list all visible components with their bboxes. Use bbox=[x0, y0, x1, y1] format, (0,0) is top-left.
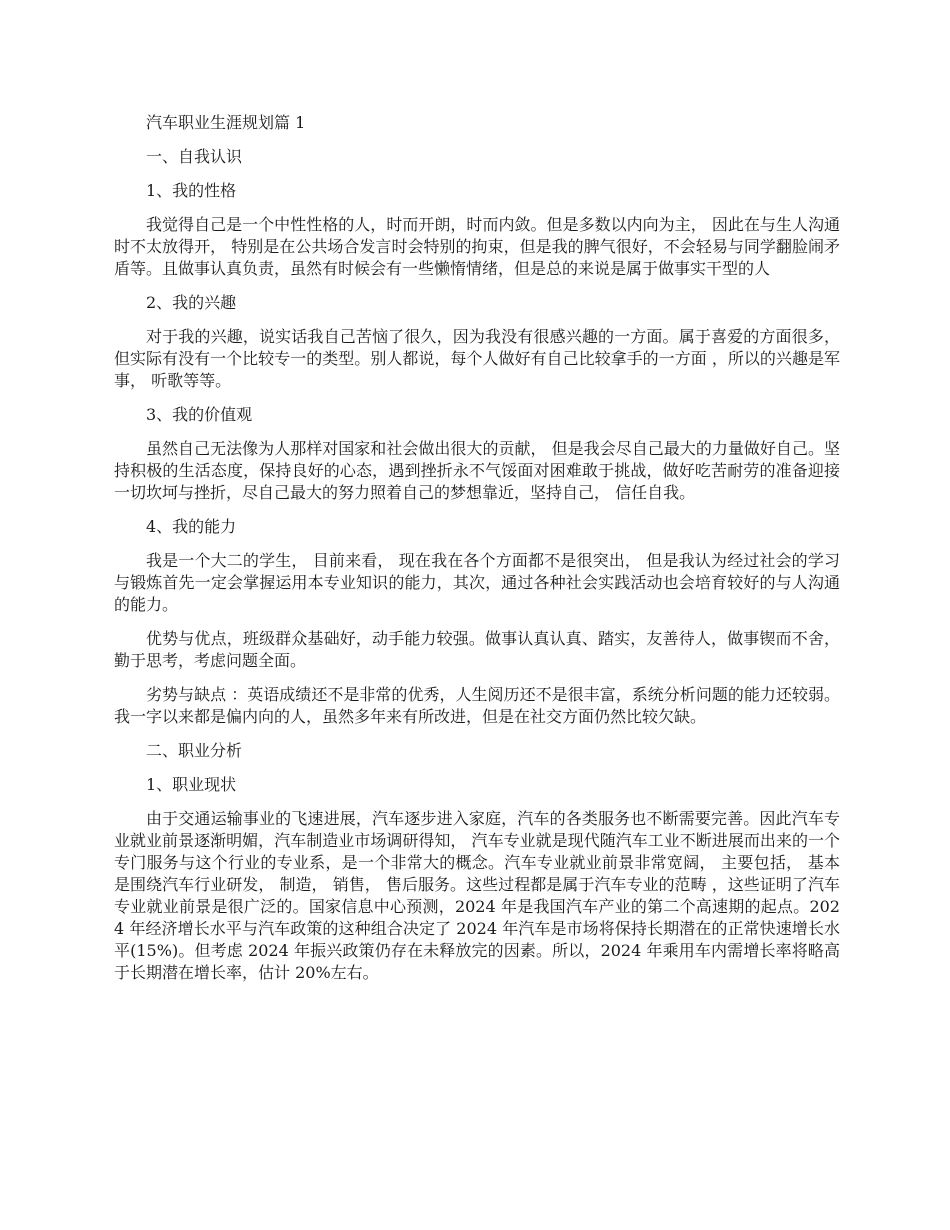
document-page bbox=[114, 112, 840, 996]
paragraph-strengths: 优势与优点，班级群众基础好，动手能力较强。做事认真认真、踏实，友善待人，做事锲而不舍，勤于思考，考虑问题全面。 bbox=[114, 629, 840, 670]
section-heading-self-awareness: 一、自我认识 bbox=[146, 147, 243, 166]
document-title: 汽车职业生涯规划篇 1 bbox=[146, 113, 306, 132]
subheading-interests: 2、我的兴趣 bbox=[146, 293, 237, 312]
subheading-career-status: 1、职业现状 bbox=[146, 775, 237, 794]
paragraph-weaknesses: 劣势与缺点 ：英语成绩还不是非常的优秀，人生阅历还不是很丰富，系统分析问题的能力还较弱。我一字以来都是偏内向的人，虽然多年来有所改进，但是在社交方面仍然比较欠缺。 bbox=[114, 685, 840, 726]
section-heading-career-analysis: 二、职业分析 bbox=[146, 741, 243, 760]
paragraph-abilities: 我是一个大二的学生， 目前来看， 现在我在各个方面都不是很突出， 但是我认为经过社会的学习与锻炼首先一定会掌握运用本专业知识的能力，其次，通过各种社会实践活动也会培育较好的与人沟通的能力。 bbox=[114, 551, 840, 614]
paragraph-career-status: 由于交通运输事业的飞速进展，汽车逐步进入家庭，汽车的各类服务也不断需要完善。因此汽车专业就业前景逐渐明媚，汽车制造业市场调研得知， 汽车专业就是现代随汽车工业不断进展而出来的一个专门服务与这个行业的专业系，是一个非常大的概念。汽车专业就业前景非常宽阔， 主要包括， 基本是围绕汽车行业研发， 制造， 销售， 售后服务。这些过程都是属于汽车专业的范畴 ，这些证明了汽车专业就业前景是很广泛的。国家信息中心预测，2024 年是我国汽车产业的第二个高速期的起点。2024 年经济增长水平与汽车政策的这种组合决定了 2024 年汽车是市场将保持长期潜在的正常快速增长水平(15%)。但考虑 2024 年振兴政策仍存在未释放完的因素。所以，2024 年乘用车内需增长率将略高于长期潜在增长率，估计 20%左右。 bbox=[114, 809, 840, 982]
paragraph-interests: 对于我的兴趣，说实话我自己苦恼了很久，因为我没有很感兴趣的一方面。属于喜爱的方面很多，但实际有没有一个比较专一的类型。别人都说，每个人做好有自己比较拿手的一方面 ，所以的兴趣是军事， 听歌等等。 bbox=[114, 327, 840, 390]
subheading-abilities: 4、我的能力 bbox=[146, 517, 237, 536]
paragraph-personality: 我觉得自己是一个中性性格的人，时而开朗，时而内敛。但是多数以内向为主， 因此在与生人沟通时不太放得开， 特别是在公共场合发言时会特别的拘束，但是我的脾气很好，不会轻易与同学翻脸闹矛盾等。且做事认真负责，虽然有时候会有一些懒惰情绪，但是总的来说是属于做事实干型的人 bbox=[114, 215, 840, 278]
subheading-values: 3、我的价值观 bbox=[146, 405, 253, 424]
subheading-personality: 1、我的性格 bbox=[146, 181, 237, 200]
paragraph-values: 虽然自己无法像为人那样对国家和社会做出很大的贡献， 但是我会尽自己最大的力量做好自己。坚持积极的生活态度，保持良好的心态，遇到挫折永不气馁面对困难敢于挑战，做好吃苦耐劳的准备迎接一切坎坷与挫折，尽自己最大的努力照着自己的梦想靠近，坚持自己， 信任自我。 bbox=[114, 439, 840, 502]
